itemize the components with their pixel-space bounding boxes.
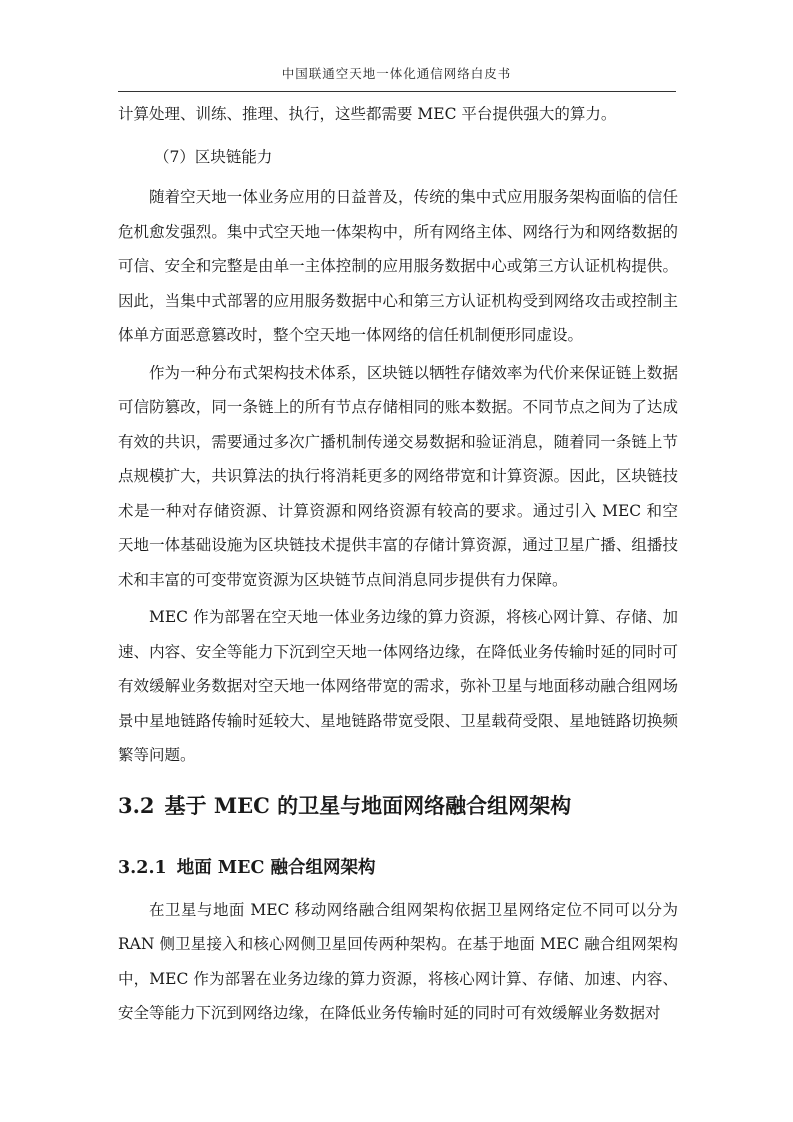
subsection-number: 3.2.1 (118, 857, 167, 878)
section-heading (118, 791, 678, 821)
item-heading-blockchain: （7）区块链能力 (154, 147, 273, 166)
header-divider (118, 91, 676, 92)
section-title: 基于 MEC 的卫星与地面网络融合组网架构 (164, 792, 572, 818)
body-paragraph-2: 作为一种分布式架构技术体系，区块链以牺牲存储效率为代价来保证链上数据可信防篡改，同一条链上的所有节点存储相同的账本数据。不同节点之间为了达成有效的共识，需要通过多次广播机制传递交易数据和验证消息，随着同一条链上节点规模扩大，共识算法的执行将消耗更多的网络带宽和计算资源。因此，区块链技术是一种对存储资源、计算资源和网络资源有较高的要求。通过引入 MEC 和空天地一体基础设施为区块链技术提供丰富的存储计算资源，通过卫星广播、组播技术和丰富的可变带宽资源为区块链节点间消息同步提供有力保障。 (118, 363, 678, 589)
body-paragraph-1: 随着空天地一体业务应用的日益普及，传统的集中式应用服务架构面临的信任危机愈发强烈。集中式空天地一体架构中，所有网络主体、网络行为和网络数据的可信、安全和完整是由单一主体控制的应用服务数据中心或第三方认证机构提供。因此，当集中式部署的应用服务数据中心和第三方认证机构受到网络攻击或控制主体单方面恶意篡改时，整个空天地一体网络的信任机制便形同虚设。 (118, 188, 678, 344)
subsection-title: 地面 MEC 融合组网架构 (176, 857, 376, 878)
subsection-heading (118, 855, 678, 881)
continuation-paragraph: 计算处理、训练、推理、执行，这些都需要 MEC 平台提供强大的算力。 (118, 105, 617, 123)
section-number: 3.2 (118, 792, 155, 818)
body-paragraph-3: MEC 作为部署在空天地一体业务边缘的算力资源，将核心网计算、存储、加速、内容、安全等能力下沉到空天地一体网络边缘，在降低业务传输时延的同时可有效缓解业务数据对空天地一体网络带宽的需求，弥补卫星与地面移动融合组网场景中星地链路传输时延较大、星地链路带宽受限、卫星载荷受限、星地链路切换频繁等问题。 (118, 608, 678, 764)
page-body (118, 97, 678, 1031)
body-paragraph-4: 在卫星与地面 MEC 移动网络融合组网架构依据卫星网络定位不同可以分为 RAN 侧卫星接入和核心网侧卫星回传两种架构。在基于地面 MEC 融合组网架构中，MEC 作为部署在业务边缘的算力资源，将核心网计算、存储、加速、内容、安全等能力下沉到网络边缘，在降低业务传输时延的同时可有效缓解业务数据对 (118, 900, 678, 1022)
running-header-title: 中国联通空天地一体化通信网络白皮书 (281, 66, 512, 81)
